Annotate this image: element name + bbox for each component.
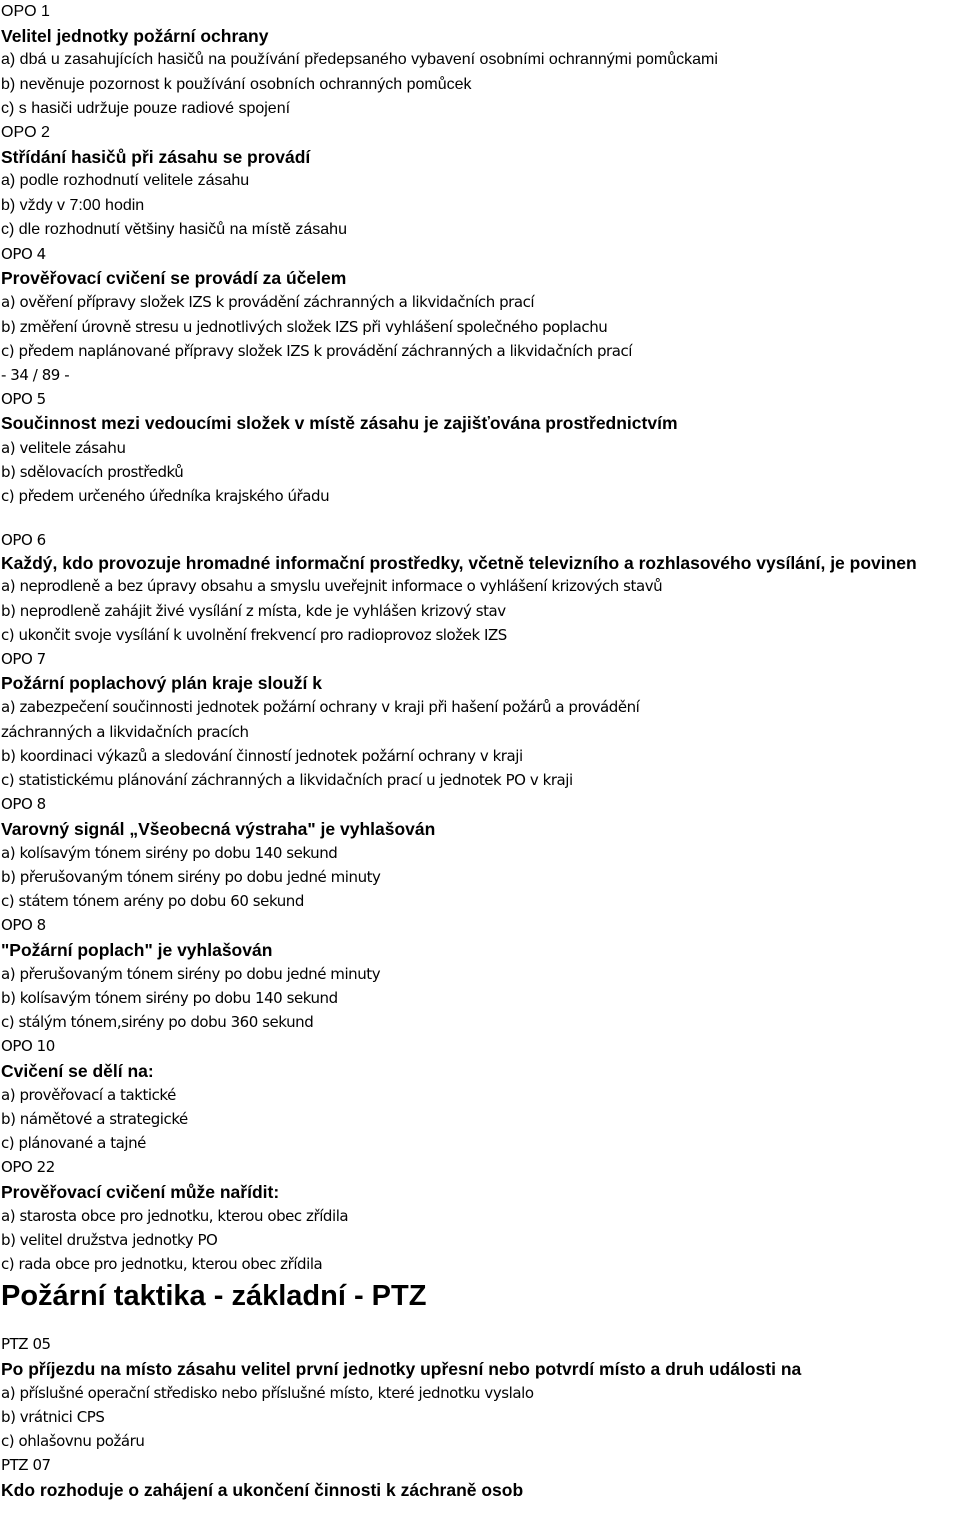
answer-c: c) s hasiči udržuje pouze radiové spojení xyxy=(1,99,291,117)
answer-c: c) statistickému plánování záchranných a likvidačních prací u jednotek PO v kraji xyxy=(1,771,573,790)
answer-c: c) dle rozhodnutí většiny hasičů na místě zásahu xyxy=(1,220,347,238)
question-text: Prověřovací cvičení se provádí za účelem xyxy=(1,268,347,289)
spacer xyxy=(1,1316,960,1332)
answer-a: a) velitele zásahu xyxy=(1,438,126,457)
answer-a: a) prověřovací a taktické xyxy=(1,1085,176,1104)
question-code: OPO 22 xyxy=(1,1158,55,1177)
answer-c: c) stálým tónem,sirény po dobu 360 sekund xyxy=(1,1013,314,1032)
question-block xyxy=(1,1332,960,1453)
question-text: Střídání hasičů při zásahu se provádí xyxy=(1,147,311,168)
answer-c: c) ohlašovnu požáru xyxy=(1,1432,145,1451)
answer-c: c) rada obce pro jednotku, kterou obec zřídila xyxy=(1,1255,323,1274)
answer-b: b) nevěnuje pozornost k používání osobních ochranných pomůcek xyxy=(1,75,472,93)
question-code: OPO 8 xyxy=(1,916,46,935)
question-code: PTZ 05 xyxy=(1,1335,51,1354)
question-text: Každý, kdo provozuje hromadné informační prostředky, včetně televizního a rozhlasového vysílání, je povinen xyxy=(1,553,917,574)
question-block xyxy=(1,913,960,1034)
answer-b: b) námětové a strategické xyxy=(1,1109,188,1128)
question-block xyxy=(1,1034,960,1155)
question-text: Požární poplachový plán kraje slouží k xyxy=(1,673,322,694)
question-block xyxy=(1,1453,960,1501)
question-text: Cvičení se dělí na: xyxy=(1,1060,154,1081)
section-heading: Požární taktika - základní - PTZ xyxy=(1,1280,427,1313)
answer-a: a) přerušovaným tónem sirény po dobu jedné minuty xyxy=(1,964,381,983)
answer-b: b) změření úrovně stresu u jednotlivých složek IZS při vyhlášení společného poplachu xyxy=(1,317,608,336)
answer-c: c) předem naplánované přípravy složek IZS k provádění záchranných a likvidačních prací xyxy=(1,341,633,360)
answer-b: b) přerušovaným tónem sirény po dobu jedné minuty xyxy=(1,867,381,886)
question-code: PTZ 07 xyxy=(1,1456,51,1475)
question-text: Varovný signál „Všeobecná výstraha" je vyhlašován xyxy=(1,818,436,839)
question-block xyxy=(1,528,960,647)
question-text: Součinnost mezi vedoucími složek v místě zásahu je zajišťována prostřednictvím xyxy=(1,413,678,434)
answer-a: a) podle rozhodnutí velitele zásahu xyxy=(1,172,250,190)
question-block xyxy=(1,647,960,792)
spacer xyxy=(1,508,960,528)
page-marker: - 34 / 89 - xyxy=(1,366,70,385)
answer-c: c) státem tónem arény po dobu 60 sekund xyxy=(1,892,304,911)
answer-a: a) dbá u zasahujících hasičů na používání předepsaného vybavení osobními ochrannými pomůckami xyxy=(1,51,718,69)
question-code: OPO 1 xyxy=(1,3,50,20)
answer-a: a) zabezpečení součinnosti jednotek požární ochrany v kraji při hašení požárů a provádění xyxy=(1,698,640,717)
question-code: OPO 2 xyxy=(1,124,50,142)
answer-a: a) neprodleně a bez úpravy obsahu a smyslu uveřejnit informace o vyhlášení krizových stavů xyxy=(1,577,663,596)
question-block xyxy=(1,792,960,913)
question-text: Prověřovací cvičení může nařídit: xyxy=(1,1181,280,1202)
question-code: OPO 4 xyxy=(1,245,46,264)
answer-c: c) plánované a tajné xyxy=(1,1134,146,1153)
answer-a-continued: záchranných a likvidačních pracích xyxy=(1,722,249,741)
question-block xyxy=(1,242,960,363)
answer-b: b) koordinaci výkazů a sledování činností jednotek požární ochrany v kraji xyxy=(1,746,523,765)
question-text: Po příjezdu na místo zásahu velitel první jednotky upřesní nebo potvrdí místo a druh události na xyxy=(1,1358,802,1379)
answer-b: b) kolísavým tónem sirény po dobu 140 sekund xyxy=(1,988,338,1007)
question-code: OPO 6 xyxy=(1,531,46,550)
question-block xyxy=(1,387,960,508)
question-code: OPO 10 xyxy=(1,1037,55,1056)
answer-a: a) kolísavým tónem sirény po dobu 140 sekund xyxy=(1,843,338,862)
answer-a: a) ověření přípravy složek IZS k provádění záchranných a likvidačních prací xyxy=(1,293,535,312)
question-text: "Požární poplach" je vyhlašován xyxy=(1,939,273,960)
answer-a: a) příslušné operační středisko nebo příslušné místo, které jednotku vyslalo xyxy=(1,1383,534,1402)
question-block xyxy=(1,121,960,242)
answer-b: b) velitel družstva jednotky PO xyxy=(1,1230,218,1249)
answer-b: b) vrátnici CPS xyxy=(1,1407,105,1426)
question-text: Kdo rozhoduje o zahájení a ukončení činnosti k záchraně osob xyxy=(1,1479,524,1500)
question-block xyxy=(1,1155,960,1276)
answer-b: b) neprodleně zahájit živé vysílání z místa, kde je vyhlášen krizový stav xyxy=(1,601,506,620)
question-code: OPO 8 xyxy=(1,795,46,814)
answer-a: a) starosta obce pro jednotku, kterou obec zřídila xyxy=(1,1206,349,1225)
question-block xyxy=(1,0,960,121)
question-code: OPO 7 xyxy=(1,650,46,669)
answer-b: b) vždy v 7:00 hodin xyxy=(1,196,145,214)
answer-b: b) sdělovacích prostředků xyxy=(1,462,184,481)
question-code: OPO 5 xyxy=(1,390,46,409)
answer-c: c) ukončit svoje vysílání k uvolnění frekvencí pro radioprovoz složek IZS xyxy=(1,625,507,644)
answer-c: c) předem určeného úředníka krajského úřadu xyxy=(1,487,330,506)
question-text: Velitel jednotky požární ochrany xyxy=(1,26,269,47)
